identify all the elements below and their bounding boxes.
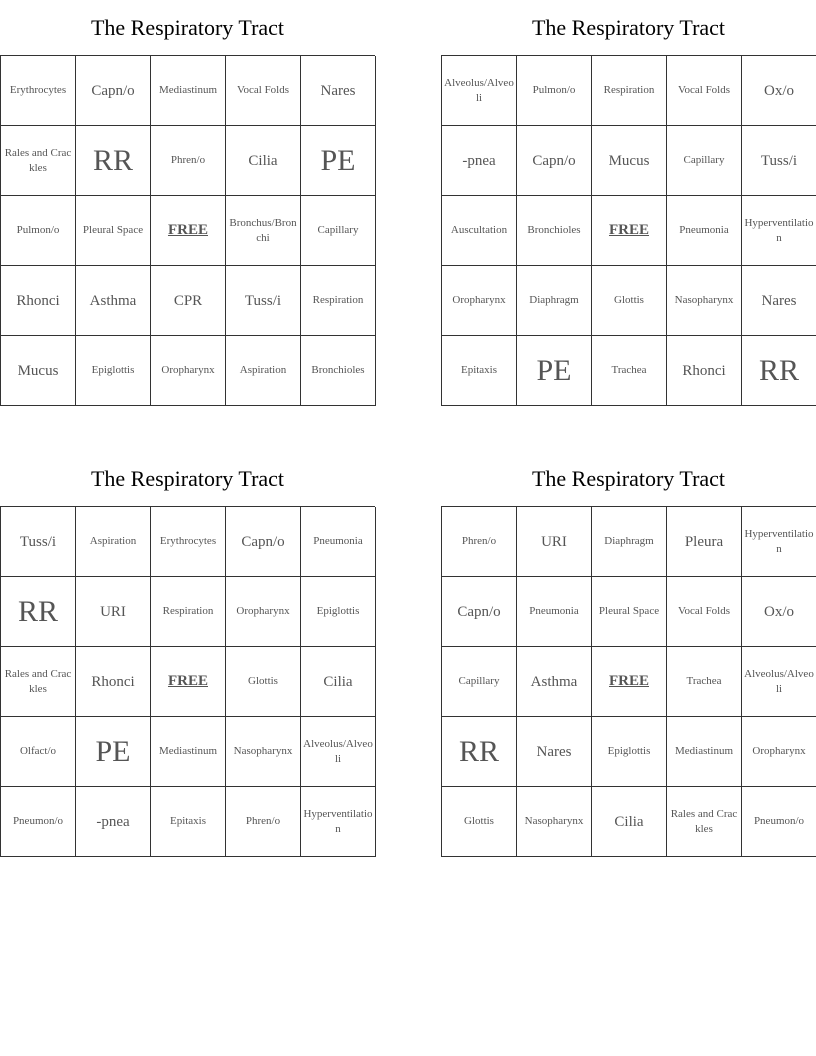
bingo-cell[interactable]: Bronchioles [517,196,592,266]
bingo-cell[interactable]: Epitaxis [442,336,517,406]
free-space-cell[interactable]: FREE [151,196,226,266]
bingo-cell[interactable]: Erythrocytes [151,507,226,577]
bingo-cell[interactable]: Mediastinum [151,56,226,126]
bingo-cell[interactable]: Epiglottis [76,336,151,406]
bingo-card-2 [441,0,816,406]
bingo-cell[interactable]: Rales and Crackles [1,126,76,196]
bingo-cell[interactable]: Nares [301,56,376,126]
bingo-cell[interactable]: Asthma [517,647,592,717]
bingo-cell[interactable]: Capn/o [517,126,592,196]
bingo-cell[interactable]: Ox/o [742,577,816,647]
bingo-cell[interactable]: Hyperventilation [742,507,816,577]
bingo-cell[interactable]: Alveolus/Alveoli [742,647,816,717]
bingo-grid [441,506,816,857]
bingo-cell[interactable]: PE [301,126,376,196]
bingo-cell[interactable]: Tuss/i [742,126,816,196]
bingo-cell[interactable]: Aspiration [76,507,151,577]
bingo-cell[interactable]: RR [1,577,76,647]
bingo-cell[interactable]: URI [76,577,151,647]
bingo-cell[interactable]: Pulmon/o [517,56,592,126]
bingo-cell[interactable]: Capn/o [442,577,517,647]
bingo-cell[interactable]: Respiration [301,266,376,336]
card-title: The Respiratory Tract [531,466,726,491]
card-title: The Respiratory Tract [90,15,285,40]
bingo-cell[interactable]: Nasopharynx [667,266,742,336]
bingo-cell[interactable]: Cilia [226,126,301,196]
bingo-cell[interactable]: Nasopharynx [226,717,301,787]
bingo-cell[interactable]: Auscultation [442,196,517,266]
bingo-cell[interactable]: Pleural Space [76,196,151,266]
bingo-cell[interactable]: Pneumon/o [1,787,76,857]
card-title: The Respiratory Tract [90,466,285,491]
bingo-card-4 [441,451,816,857]
bingo-cell[interactable]: Pulmon/o [1,196,76,266]
bingo-cell[interactable]: Oropharynx [151,336,226,406]
bingo-cell[interactable]: PE [517,336,592,406]
bingo-cell[interactable]: Pleura [667,507,742,577]
bingo-cell[interactable]: Glottis [442,787,517,857]
bingo-cell[interactable]: Vocal Folds [667,56,742,126]
bingo-cell[interactable]: Capn/o [76,56,151,126]
bingo-cell[interactable]: RR [742,336,816,406]
bingo-cell[interactable]: Alveolus/Alveoli [301,717,376,787]
bingo-cell[interactable]: Vocal Folds [226,56,301,126]
bingo-cell[interactable]: Tuss/i [1,507,76,577]
bingo-cell[interactable]: Mucus [1,336,76,406]
bingo-cell[interactable]: PE [76,717,151,787]
bingo-cell[interactable]: Rales and Crackles [667,787,742,857]
bingo-cell[interactable]: Capillary [442,647,517,717]
bingo-cell[interactable]: Capillary [667,126,742,196]
bingo-cell[interactable]: Rales and Crackles [1,647,76,717]
bingo-card-1 [0,0,375,406]
bingo-cell[interactable]: Ox/o [742,56,816,126]
bingo-cell[interactable]: Pneumonia [301,507,376,577]
bingo-cell[interactable]: Mediastinum [667,717,742,787]
free-space-cell[interactable]: FREE [151,647,226,717]
bingo-cell[interactable]: Pneumonia [517,577,592,647]
bingo-cell[interactable]: Asthma [76,266,151,336]
bingo-grid [0,506,375,857]
bingo-cell[interactable]: Epiglottis [301,577,376,647]
bingo-cell[interactable]: Nares [742,266,816,336]
bingo-cell[interactable]: Bronchioles [301,336,376,406]
bingo-cell[interactable]: Epitaxis [151,787,226,857]
bingo-cell[interactable]: Capn/o [226,507,301,577]
bingo-cell[interactable]: Phren/o [442,507,517,577]
bingo-cell[interactable]: RR [442,717,517,787]
bingo-cell[interactable]: Rhonci [1,266,76,336]
bingo-cell[interactable]: Pleural Space [592,577,667,647]
bingo-cell[interactable]: Mediastinum [151,717,226,787]
bingo-cell[interactable]: Pneumonia [667,196,742,266]
bingo-grid [0,55,375,406]
bingo-grid [441,55,816,406]
bingo-cell[interactable]: RR [76,126,151,196]
bingo-cell[interactable]: CPR [151,266,226,336]
bingo-cell[interactable]: Pneumon/o [742,787,816,857]
bingo-cell[interactable]: Nasopharynx [517,787,592,857]
bingo-cell[interactable]: Alveolus/Alveoli [442,56,517,126]
card-title: The Respiratory Tract [531,15,726,40]
bingo-cell[interactable]: Nares [517,717,592,787]
bingo-cell[interactable]: Glottis [226,647,301,717]
bingo-cell[interactable]: Cilia [301,647,376,717]
free-space-cell[interactable]: FREE [592,196,667,266]
bingo-cell[interactable]: URI [517,507,592,577]
bingo-cell[interactable]: Respiration [592,56,667,126]
bingo-card-3 [0,451,375,857]
bingo-cell[interactable]: Cilia [592,787,667,857]
bingo-cell[interactable]: Rhonci [667,336,742,406]
bingo-cell[interactable]: Glottis [592,266,667,336]
bingo-cell[interactable]: -pnea [76,787,151,857]
bingo-cell[interactable]: Mucus [592,126,667,196]
bingo-cell[interactable]: Erythrocytes [1,56,76,126]
bingo-cell[interactable]: Phren/o [151,126,226,196]
bingo-cell[interactable]: Aspiration [226,336,301,406]
bingo-cell[interactable]: Oropharynx [226,577,301,647]
bingo-cell[interactable]: Diaphragm [517,266,592,336]
bingo-cell[interactable]: Phren/o [226,787,301,857]
bingo-cell[interactable]: Vocal Folds [667,577,742,647]
bingo-cell[interactable]: Olfact/o [1,717,76,787]
bingo-cell[interactable]: Bronchus/Bronchi [226,196,301,266]
bingo-cell[interactable]: Rhonci [76,647,151,717]
bingo-cell[interactable]: Epiglottis [592,717,667,787]
bingo-cell[interactable]: Hyperventilation [301,787,376,857]
bingo-cell[interactable]: Trachea [667,647,742,717]
bingo-cell[interactable]: Tuss/i [226,266,301,336]
bingo-cell[interactable]: Oropharynx [742,717,816,787]
bingo-cell[interactable]: Capillary [301,196,376,266]
bingo-cell[interactable]: Trachea [592,336,667,406]
bingo-cell[interactable]: Oropharynx [442,266,517,336]
bingo-cell[interactable]: Diaphragm [592,507,667,577]
bingo-cell[interactable]: -pnea [442,126,517,196]
free-space-cell[interactable]: FREE [592,647,667,717]
bingo-cell[interactable]: Respiration [151,577,226,647]
bingo-cell[interactable]: Hyperventilation [742,196,816,266]
